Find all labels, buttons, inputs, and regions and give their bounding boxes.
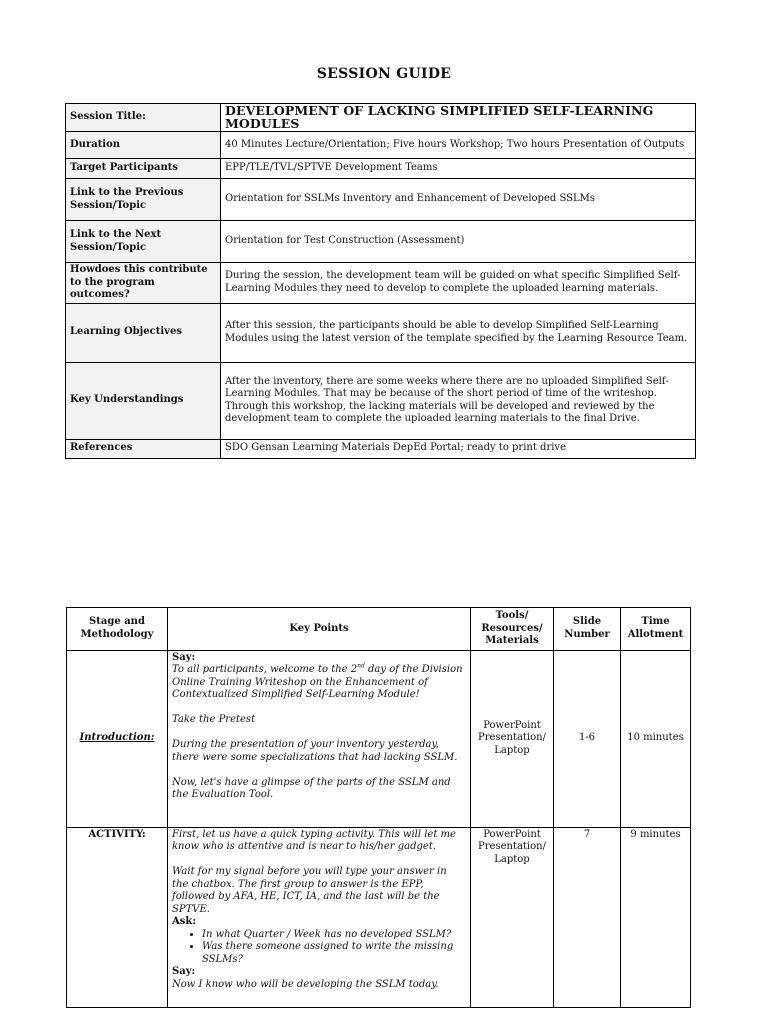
- activity-closing: Now I know who will be developing the SSLM today.: [172, 978, 439, 990]
- participants-value: EPP/TLE/TVL/SPTVE Development Teams: [221, 159, 696, 179]
- activity-row: [67, 827, 691, 1007]
- time-header: Time Allotment: [621, 608, 691, 651]
- activity-slide: 7: [554, 827, 621, 1007]
- intro-pretest: Take the Pretest: [172, 714, 256, 725]
- intro-say-label: Say:: [172, 651, 196, 663]
- intro-welcome: To all participants, welcome to the 2nd day of the Division Online Training Writeshop on the Enhancement of Contextualized Simplified Self-Learning Module!: [172, 662, 463, 700]
- intro-tools: PowerPoint Presentation/ Laptop: [471, 650, 554, 827]
- activity-say-label: Say:: [172, 966, 196, 977]
- duration-label: Duration: [66, 132, 221, 159]
- intro-key-points: [168, 650, 471, 827]
- activity-ask-label: Ask:: [172, 916, 197, 927]
- duration-value: 40 Minutes Lecture/Orientation; Five hours Workshop; Two hours Presentation of Outputs: [221, 132, 696, 159]
- activity-key-points: [168, 827, 471, 1007]
- intro-inventory: During the presentation of your inventory yesterday, there were some specializations that had lacking SSLM.: [172, 739, 458, 763]
- activity-stage: ACTIVITY:: [67, 827, 168, 1007]
- slide-header: Slide Number: [554, 608, 621, 651]
- contribution-label: Howdoes this contribute to the program outcomes?: [66, 263, 221, 304]
- intro-row: [67, 650, 691, 827]
- participants-label: Target Participants: [66, 159, 221, 179]
- activity-tools: PowerPoint Presentation/ Laptop: [471, 827, 554, 1007]
- list-item: • Was there someone assigned to write the missing SSLMs?: [202, 941, 466, 966]
- list-item: • In what Quarter / Week has no developed SSLM?: [202, 929, 466, 942]
- activity-wait: Wait for my signal before you will type your answer in the chatbox. The first group to answer is the EPP, followed by AFA, HE, ICT, IA, and the last will be the SPTVE.: [172, 866, 447, 915]
- session-title-value: DEVELOPMENT OF LACKING SIMPLIFIED SELF-LEARNING MODULES: [221, 104, 696, 132]
- understandings-value: After the inventory, there are some weeks where there are no uploaded Simplified Self-Learning Modules. That may be because of the short period of time of the writeshop. Through this workshop, the lacking materials will be developed and reviewed by the development team to complete the uploaded learning materials to the final Drive.: [221, 362, 696, 439]
- contribution-value: During the session, the development team will be guided on what specific Simplified Self-Learning Modules they need to develop to complete the uploaded learning materials.: [221, 263, 696, 304]
- prev-session-value: Orientation for SSLMs Inventory and Enhancement of Developed SSLMs: [221, 179, 696, 221]
- references-label: References: [66, 439, 221, 458]
- next-session-value: Orientation for Test Construction (Assessment): [221, 221, 696, 263]
- next-session-label: Link to the Next Session/Topic: [66, 221, 221, 263]
- intro-glimpse: Now, let's have a glimpse of the parts of the SSLM and the Evaluation Tool.: [172, 776, 451, 800]
- page-title: SESSION GUIDE: [316, 66, 452, 82]
- session-info-table: [65, 103, 696, 459]
- tools-header: Tools/ Resources/ Materials: [471, 608, 554, 651]
- intro-stage: Introduction:: [67, 650, 168, 827]
- intro-time: 10 minutes: [621, 650, 691, 827]
- session-title-label: Session Title:: [66, 104, 221, 132]
- key-points-header: Key Points: [168, 608, 471, 651]
- stage-header: Stage and Methodology: [67, 608, 168, 651]
- objectives-value: After this session, the participants should be able to develop Simplified Self-Learning Modules using the latest version of the template specified by the Learning Resource Team.: [221, 303, 696, 362]
- references-value: SDO Gensan Learning Materials DepEd Portal; ready to print drive: [221, 439, 696, 458]
- prev-session-label: Link to the Previous Session/Topic: [66, 179, 221, 221]
- objectives-label: Learning Objectives: [66, 303, 221, 362]
- session-schedule-table: [66, 607, 691, 1008]
- activity-time: 9 minutes: [621, 827, 691, 1007]
- activity-first: First, let us have a quick typing activity. This will let me know who is attentive and is near to his/her gadget.: [172, 828, 456, 852]
- understandings-label: Key Understandings: [66, 362, 221, 439]
- activity-questions: [172, 929, 466, 967]
- intro-slide: 1-6: [554, 650, 621, 827]
